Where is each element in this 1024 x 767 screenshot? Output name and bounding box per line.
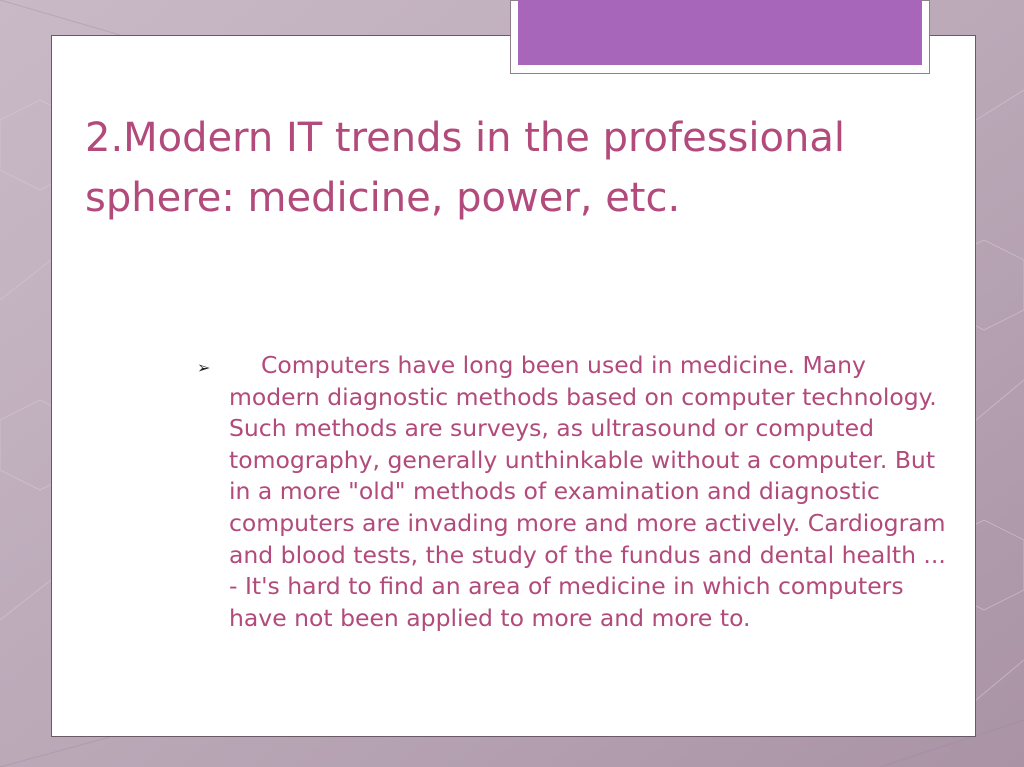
arrow-bullet-icon: ➢ — [197, 358, 211, 377]
accent-bar — [518, 0, 922, 65]
bullet-text: Computers have long been used in medicine. Many modern diagnostic methods based on computer technology. Such methods are surveys, as ultrasound or computed tomography, generally unthinkable without a computer. But in a more "old" methods of examination and diagnostic computers are invading more and more actively. Cardiogram and blood tests, the study of the fundus and dental health ... - It's hard to find an area of medicine in which computers have not been applied to more and more to. — [229, 351, 946, 632]
slide-title: 2.Modern IT trends in the professional sphere: medicine, power, etc. — [85, 115, 845, 221]
